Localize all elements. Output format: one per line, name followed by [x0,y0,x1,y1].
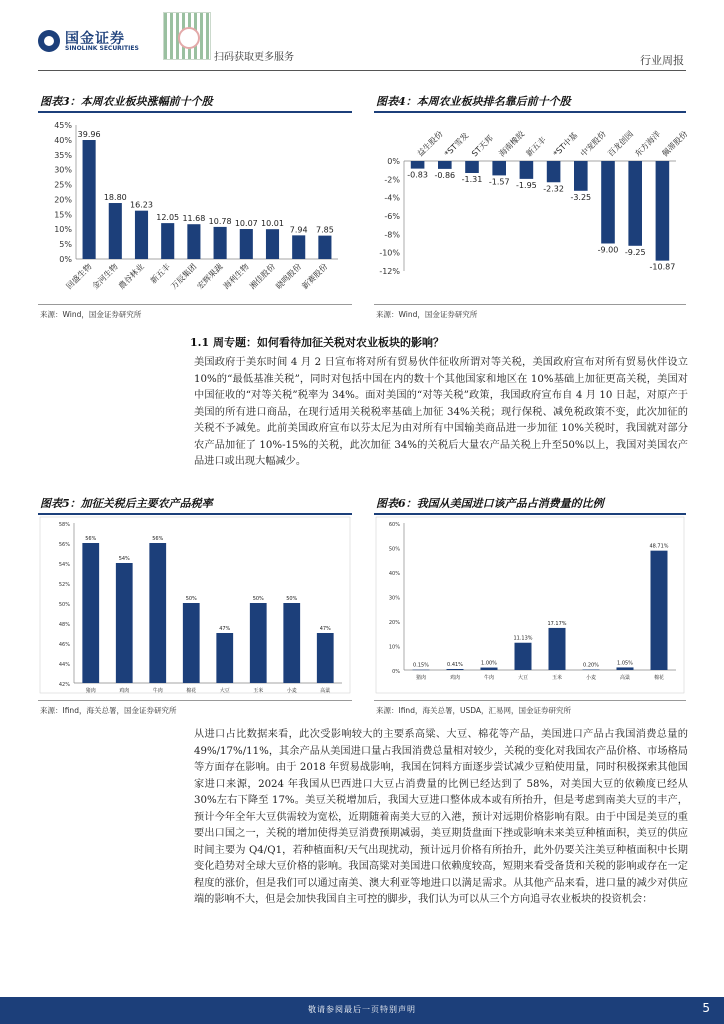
category-label: 益生股份 [415,129,445,159]
bar [515,643,532,670]
y-tick-label: -12% [379,267,400,276]
bar-value-label: 0.41% [447,661,463,668]
bar [183,603,200,683]
bar [109,203,122,259]
fig4-source-rule [374,304,686,305]
bar-value-label: 50% [185,596,197,602]
bar [492,161,506,175]
bar [82,543,99,683]
page-number: 5 [702,1001,710,1015]
category-label: 猪肉 [415,675,427,681]
y-tick-label: 52% [58,582,70,588]
company-logo [38,28,148,54]
bar-value-label: -2.32 [543,184,564,194]
category-label: 东方海洋 [633,129,663,159]
category-label: 大豆 [517,675,529,681]
category-label: 百龙创园 [606,129,636,159]
category-label: 玉米 [551,675,563,681]
category-label: 猪肉 [85,688,96,694]
bar [116,563,133,683]
bar-value-label: 48.71% [649,543,669,550]
bar-value-label: 0.20% [583,662,599,669]
y-tick-label: -4% [384,193,400,203]
bar [411,161,425,169]
category-label: *ST中基 [551,130,580,159]
fig3-source: 来源：Wind，国金证券研究所 [40,310,142,319]
fig3-chart [38,113,352,303]
y-tick-label: 20% [388,620,400,626]
bar [447,669,464,670]
category-label: 宏辉果蔬 [195,262,225,292]
y-tick-label: 25% [54,180,72,190]
header-divider [38,70,686,71]
y-tick-label: 54% [58,562,70,568]
bar [583,670,600,671]
bar-value-label: 56% [85,536,97,542]
bar-value-label: 1.05% [617,660,633,667]
section-title: 1.1 周专题：如何看待加征关税对农业板块的影响？ [190,336,444,349]
y-tick-label: 50% [58,602,70,608]
fig5-title: 图表5：加征关税后主要农产品税率 [40,497,213,510]
category-label: 湘佳股份 [247,262,277,292]
bar-value-label: 12.05 [156,213,180,223]
y-tick-label: 0% [392,669,400,675]
bar-value-label: 1.00% [481,660,497,667]
y-tick-label: 10% [54,225,72,235]
bar-value-label: 47% [219,626,231,632]
y-tick-label: 5% [59,240,72,250]
bar-value-label: 10.07 [234,219,258,229]
category-label: 海南橡胶 [497,129,527,159]
bar [438,161,452,169]
bar-value-label: -9.00 [597,245,619,255]
bar [656,161,670,261]
bar-value-label: 10.01 [261,219,284,229]
bar-value-label: -1.57 [488,177,510,187]
y-tick-label: 20% [54,195,72,205]
bar [628,161,642,246]
fig6-chart [374,515,686,695]
bar [574,161,588,191]
bar-value-label: -9.25 [624,247,646,257]
bar-value-label: 47% [319,626,331,632]
category-label: 小麦 [286,688,297,694]
category-label: 鸡肉 [119,688,130,694]
fig4-source: 来源：Wind，国金证券研究所 [376,310,478,319]
bar [135,211,148,259]
fig4-title: 图表4：本周农业板块排名靠后前十个股 [376,95,571,108]
bar-value-label: -3.25 [570,192,592,202]
y-tick-label: 40% [54,135,72,145]
category-label: 新五丰 [524,135,548,159]
bar-value-label: -1.31 [461,175,483,185]
category-label: 新赛股份 [300,262,330,292]
category-label: *ST雪发 [442,130,471,159]
bar-value-label: 17.17% [547,620,567,627]
bar-value-label: 39.96 [77,130,101,140]
category-label: 新五丰 [148,262,173,286]
category-label: 佩蒂股份 [660,129,690,159]
category-label: 海利生物 [221,262,251,292]
category-label: ST天邦 [470,133,495,159]
bar-value-label: 18.80 [103,193,127,203]
y-tick-label: 40% [388,571,400,577]
bar-value-label: 50% [286,596,298,602]
logo-en-text: SINOLINK SECURITIES [65,45,139,52]
bar [250,603,267,683]
category-label: 玉米 [253,688,264,694]
bar [413,670,430,671]
bar-value-label: -10.87 [649,262,676,272]
y-tick-label: 15% [54,210,72,220]
bar [83,140,96,259]
footer-disclaimer: 敬请参阅最后一页特别声明 [308,1005,416,1014]
bar [651,551,668,670]
y-tick-label: 50% [388,546,400,553]
category-label: 鸡肉 [449,675,461,681]
y-tick-label: 48% [58,622,70,628]
fig5-chart [38,515,352,695]
category-label: 金河生物 [90,262,120,292]
bar [149,543,166,683]
category-label: 牛肉 [483,675,495,681]
bar-value-label: 7.85 [315,225,334,235]
bar-value-label: 10.78 [208,216,232,226]
y-tick-label: -2% [384,175,400,185]
bar [465,161,479,173]
y-tick-label: 46% [58,642,70,648]
y-tick-label: 56% [58,542,70,548]
bar [240,229,253,259]
bar [318,236,331,259]
fig4-chart [374,113,690,303]
bar [292,235,305,259]
category-label: 中宠股份 [578,129,608,159]
y-tick-label: -6% [384,212,400,221]
bar [161,223,174,259]
y-tick-label: 60% [388,522,400,528]
category-label: 高粱 [619,675,631,681]
category-label: 棉花 [653,675,665,681]
bar [317,633,334,683]
fig3-source-rule [38,304,352,305]
y-tick-label: 58% [58,522,70,528]
category-label: 万辰集团 [169,262,199,292]
bar-value-label: -0.86 [434,170,456,180]
paragraph-1: 美国政府于美东时间 4 月 2 日宣布将对所有贸易伙伴征收所谓对等关税，美国政府宣布对所有贸易伙伴设立10%的“最低基准关税”，同时对包括中国在内的数十个其他国家和地区在 10%基础上加征更高关税，美国对中国征收的“对等关税”税率为 34%。面对美国的“对等关税”政策，我国政府宣布自 4 月 10 日起，对原产于美国的所有进口商品，在现行适用关税税率基础上加征 34%关税；现行保税、减免税政策不变，此次加征的关税不予减免。此前美国政府宣布以芬太尼为由对所有中国输美商品进一步加征 10%关税时，我国就对部分农产品加征了 10%-15%的关税，此次加征 34%的关税后大量农产品关税上升至50%以上，我国对美国农产品进口或出现大幅减少。 [194,357,688,467]
y-tick-label: 0% [59,255,72,264]
fig6-source: 来源：Ifind，海关总署，USDA，汇易网，国金证券研究所 [376,706,571,715]
y-tick-label: 10% [388,644,400,651]
category-label: 小麦 [585,675,597,681]
bar-value-label: 50% [252,596,264,602]
category-label: 大豆 [219,688,230,694]
bar [601,161,615,244]
bar-value-label: -1.95 [516,180,537,190]
fig3-title: 图表3：本周农业板块涨幅前十个股 [40,95,213,108]
y-tick-label: 44% [58,662,70,668]
bar [481,668,498,670]
bar-value-label: -0.83 [407,170,428,180]
bar-value-label: 11.68 [182,214,206,224]
bar [266,229,279,259]
y-tick-label: 0% [387,157,400,166]
fig6-title: 图表6：我国从美国进口该产品占消费量的比例 [376,497,604,510]
fig6-source-rule [374,700,686,701]
y-tick-label: 35% [54,150,72,160]
bar [216,633,233,683]
fig5-source: 来源：Ifind，海关总署，国金证券研究所 [40,706,177,715]
scan-prompt: 扫码获取更多服务 [214,52,294,63]
y-tick-label: 42% [58,682,70,688]
bar-value-label: 7.94 [289,225,308,235]
category-label: 牛肉 [152,688,163,694]
bar [214,227,227,259]
bar-value-label: 54% [118,556,130,562]
bar [283,603,300,683]
category-label: 棉花 [186,688,197,694]
y-tick-label: 30% [388,595,400,602]
qr-code-icon[interactable] [163,12,211,60]
category-label: 高粱 [320,688,331,694]
logo-cn-text: 国金证券 [65,31,125,47]
fig5-source-rule [38,700,352,701]
logo-icon [38,30,60,52]
category-label: 回盛生物 [64,262,94,292]
bar [617,667,634,670]
bar [187,224,200,259]
category-label: 農谷林业 [116,262,146,292]
y-tick-label: -10% [379,248,400,258]
y-tick-label: 30% [54,165,72,175]
bar [547,161,561,182]
bar-value-label: 56% [152,536,164,542]
bar-value-label: 0.15% [413,662,429,669]
bar-value-label: 11.13% [513,635,533,642]
y-tick-label: 45% [54,121,72,130]
category-label: 晓鸣股份 [274,262,304,292]
bar-value-label: 16.23 [130,200,153,210]
paragraph-2: 从进口占比数据来看，此次受影响较大的主要系高粱、大豆、棉花等产品，美国进口产品占我国消费总量的 49%/17%/11%，其余产品从美国进口量占我国消费总量相对较少，关税的变化对我国农产品价格、市场格局等方面存在影响。由于 2018 年贸易战影响，我国在饲料方面逐步尝试减少豆粕使用量，同时积极探索其他国家进口来源，2024 年我国从巴西进口大豆占消费量的比例已经达到了 58%，对美国大豆的依赖度已经从 30%左右下降至 17%。美豆关税增加后，我国大豆进口整体成本或有所抬升，但是考虑到南美大豆的丰产，预计今年全年大豆供需较为宽松，近期随着南美大豆的入港，预计对远期价格影响有限。由于中国是美豆的重要出口国之一，关税的增加使得美豆消费预期减弱，美豆期货盘面下挫或影响未来美豆种植面积，美豆的供应时间主要为 Q4/Q1，若种植面积/天气出现扰动，预计远月价格有所抬升，此外仍要关注美豆种植面积中长期变化趋势对全球大豆价格的影响。我国高粱对美国进口依赖度较高，短期来看受备货和关税的影响或存在一定程度的涨价，但是我们可以通过南美、澳大利亚等地进口以满足需求。从其他产品来看，进口量的减少对供应端的影响不大，但是会加快我国自主可控的脚步，我们认为可以从三个方向追寻农业板块的投资机会： [194,729,688,905]
bar [520,161,534,179]
bar [549,628,566,670]
y-tick-label: -8% [384,230,400,240]
report-type-label: 行业周报 [640,54,684,67]
